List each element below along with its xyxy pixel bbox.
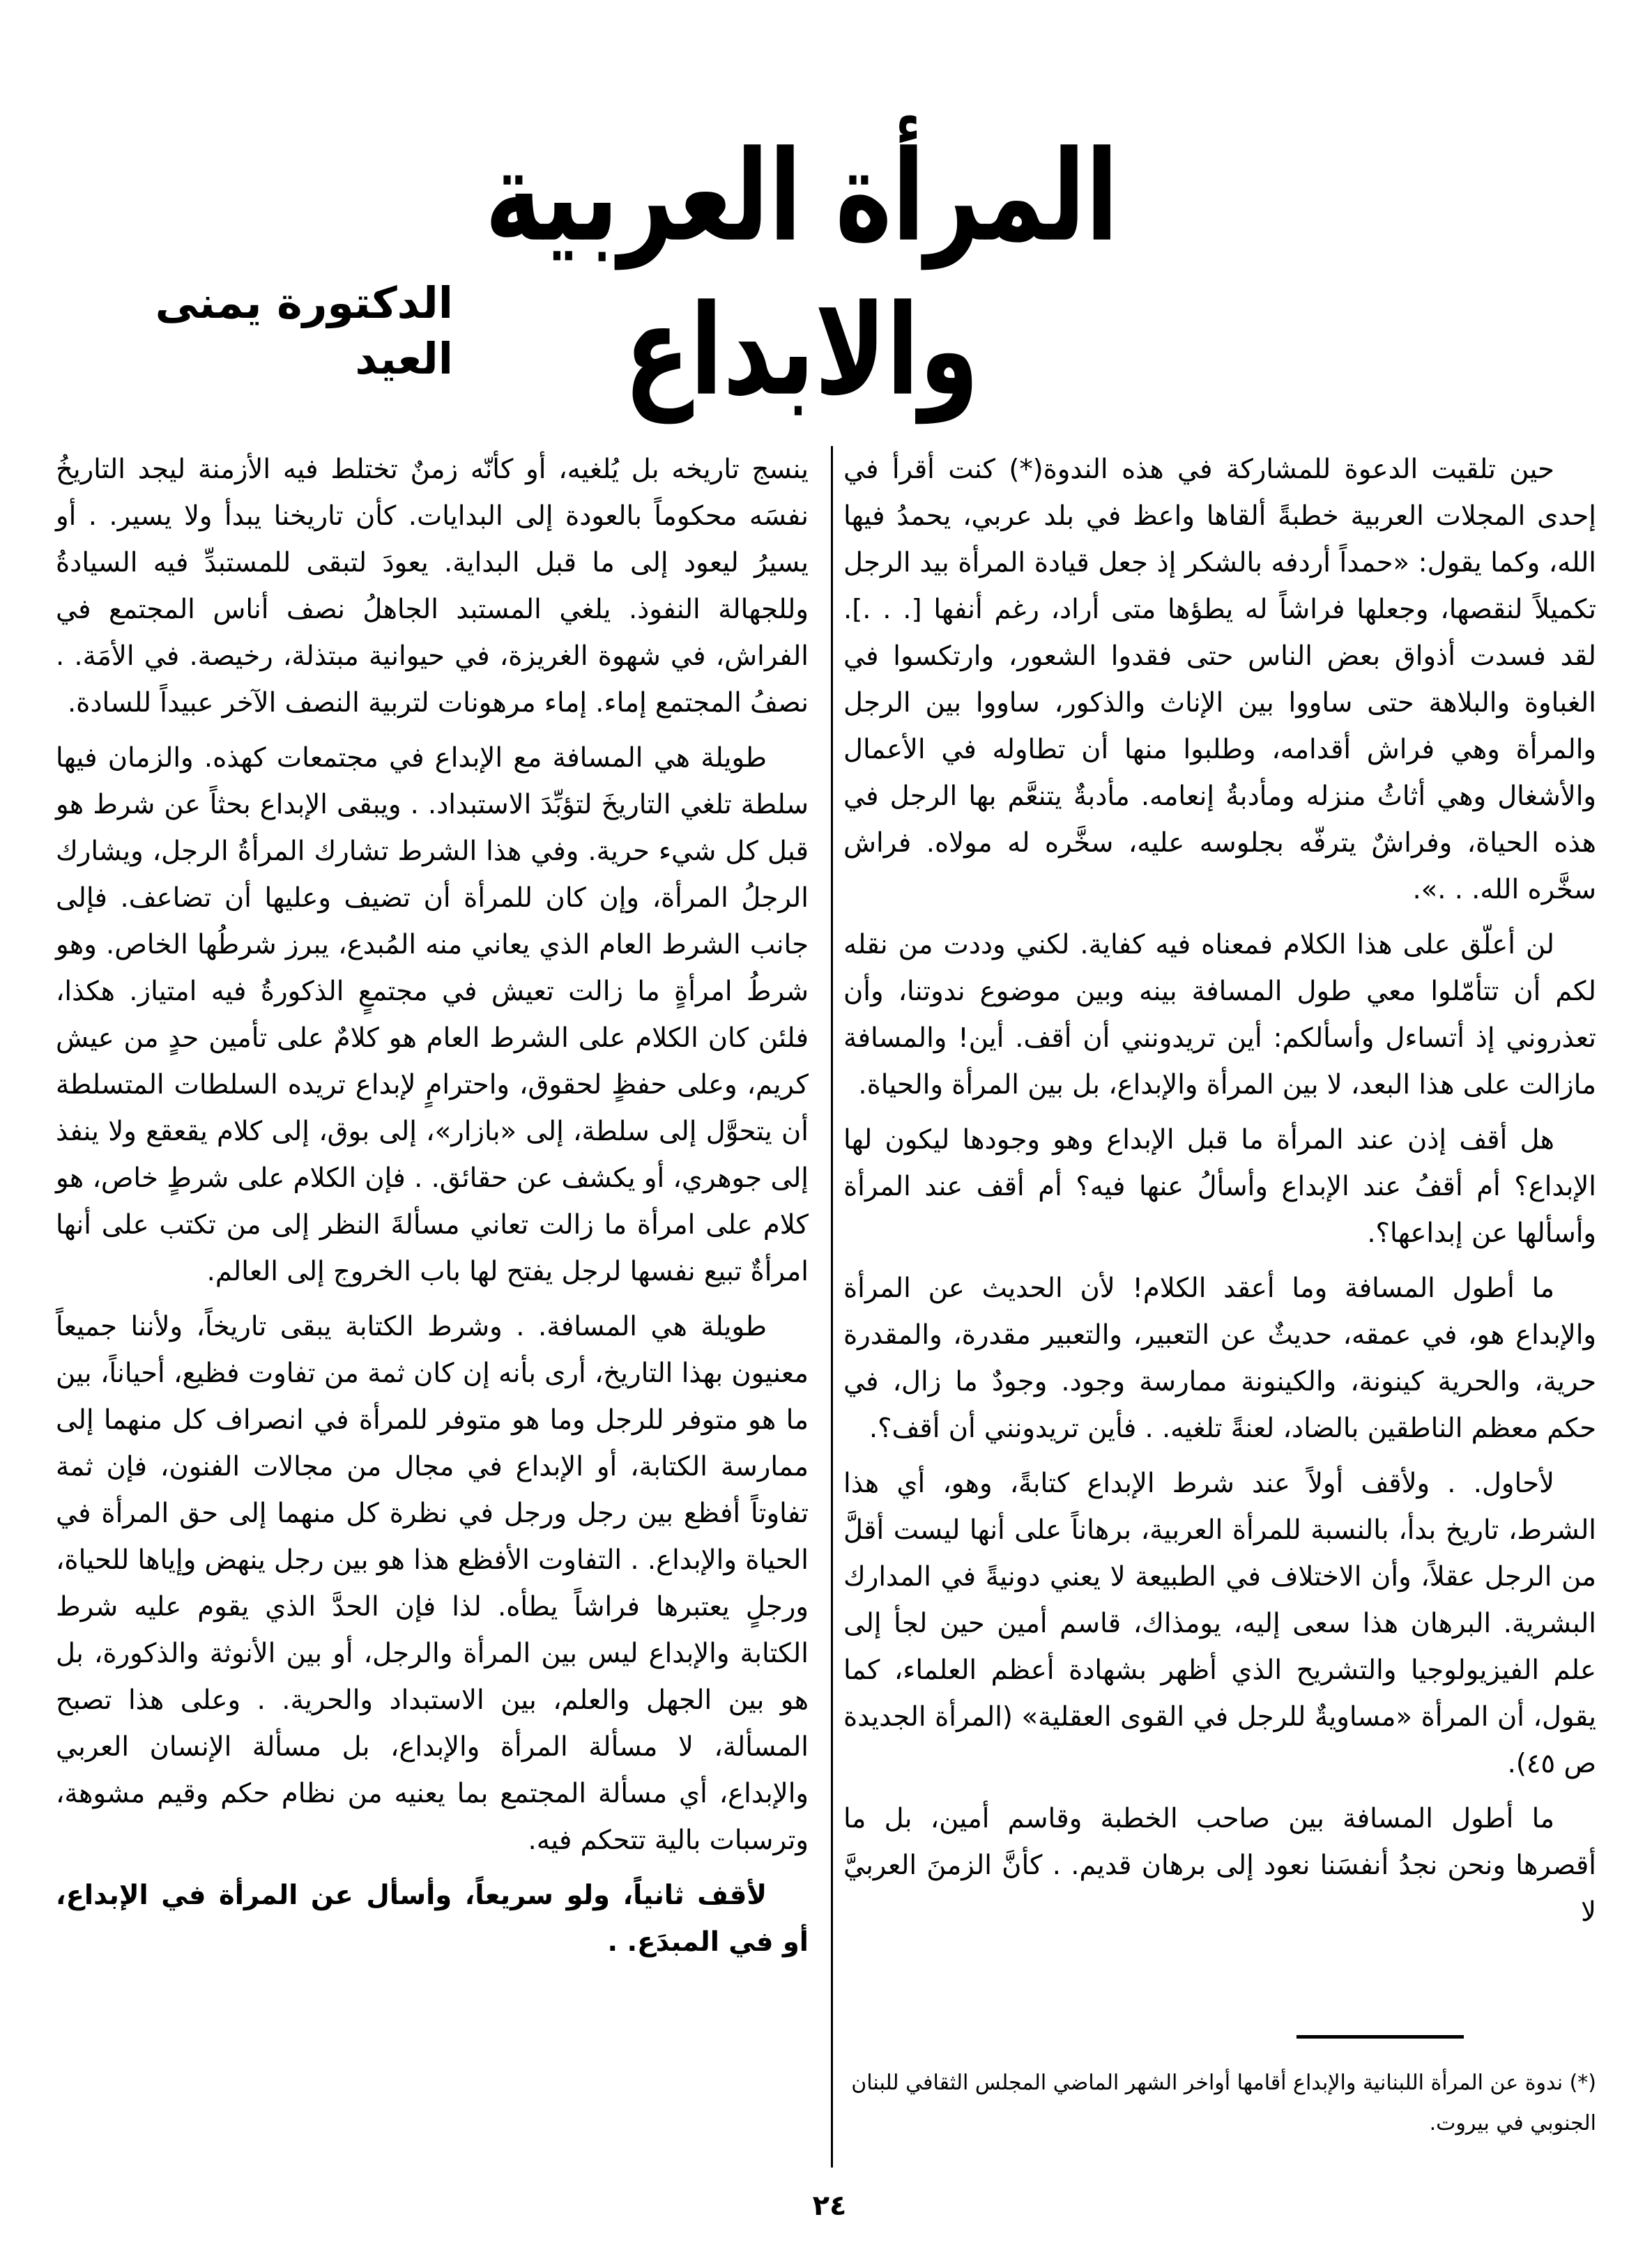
text-column-right: [843, 446, 1596, 1944]
paragraph: ما أطول المسافة بين صاحب الخطبة وقاسم أمين، بل ما أقصرها ونحن نجدُ أنفسَنا نعود إلى برهان قديم. . كأنَّ الزمنَ العربيَّ لا: [843, 1803, 1596, 1928]
paragraph: طويلة هي المسافة مع الإبداع في مجتمعات كهذه. والزمان فيها سلطة تلغي التاريخَ لتؤبِّدَ الاستبداد. . ويبقى الإبداع بحثاً عن شرط هو قبل كل شيء حرية. وفي هذا الشرط تشارك المرأةُ الرجل، ويشارك الرجلُ المرأة، وإن كان للمرأة أن تضيف وعليها أن تضاعف. فإلى جانب الشرط العام الذي يعاني منه المُبدع، يبرز شرطُها الخاص. وهو شرطُ امرأةٍ ما زالت تعيش في مجتمعٍ الذكورةُ فيه امتياز. هكذا، فلئن كان الكلام على الشرط العام هو كلامٌ على تأمين حدٍ من عيش كريم، وعلى حفظٍ لحقوق، واحترامٍ لإبداع تريده السلطات المتسلطة أن يتحوَّل إلى سلطة، إلى «بازار»، إلى بوق، إلى كلام يقعقع ولا ينفذ إلى جوهري، أو يكشف عن حقائق. . فإن الكلام على شرطٍ خاص، هو كلام على امرأة ما زالت تعاني مسألةَ النظر إلى من تكتب على أنها امرأةٌ تبيع نفسها لرجل يفتح لها باب الخروج إلى العالم.: [56, 742, 809, 1287]
paragraph: ما أطول المسافة وما أعقد الكلام! لأن الحديث عن المرأة والإبداع هو، في عمقه، حديثٌ عن التعبير، والتعبير مقدرة، والمقدرة حرية، والحرية كينونة، والكينونة ممارسة وجود. وجودٌ ما زال، في حكم معظم الناطقين بالضاد، لعنةً تلغيه. . فأين تريدونني أن أقف؟.: [843, 1273, 1596, 1444]
paragraph: ينسج تاريخه بل يُلغيه، أو كأنّه زمنٌ تختلط فيه الأزمنة ليجد التاريخُ نفسَه محكوماً بالعودة إلى البدايات. كأن تاريخنا يبدأ ولا يسير. . أو يسيرُ ليعود إلى ما قبل البداية. يعودَ لتبقى للمستبدِّ فيه السيادةُ وللجهالة النفوذ. يلغي المستبد الجاهلُ نصف أناس المجتمع في الفراش، في شهوة الغريزة، في حيوانية مبتذلة، رخيصة. في الأمَة. . نصفُ المجتمع إماء. إماء مرهونات لتربية النصف الآخر عبيداً للسادة.: [56, 454, 809, 719]
footnote: (*) ندوة عن المرأة اللبنانية والإبداع أقامها أواخر الشهر الماضي المجلس الثقافي للبنان الجنوبي في بيروت.: [851, 2071, 1596, 2135]
paragraph: هل أقف إذن عند المرأة ما قبل الإبداع وهو وجودها ليكون لها الإبداع؟ أم أقفُ عند الإبداع وأسألُ عنها فيه؟ أم أقف عند المرأة وأسألها عن إبداعها؟.: [843, 1124, 1596, 1249]
author-byline: الدكتورة يمنى العيد: [155, 277, 453, 384]
column-divider: [831, 446, 833, 2168]
footnote-separator: [1297, 2035, 1464, 2039]
paragraph: حين تلقيت الدعوة للمشاركة في هذه الندوة(*) كنت أقرأ في إحدى المجلات العربية خطبةً ألقاها واعظ في بلد عربي، يحمدُ فيها الله، وكما يقول: «حمداً أردفه بالشكر إذ جعل قيادة المرأة بيد الرجل تكميلاً لنقصها، وجعلها فراشاً له يطؤها متى أراد، رغم أنفها [. . .]. لقد فسدت أذواق بعض الناس حتى فقدوا الشعور، وارتكسوا في الغباوة والبلاهة حتى ساووا بين الإناث والذكور، ساووا بين الرجل والمرأة وهي فراش أقدامه، وطلبوا منها أن تطاوله في الأعمال والأشغال وهي أثاثُ منزله ومأدبةُ إنعامه. مأدبةٌ يتنعَّم بها الرجل في هذه الحياة، وفراشٌ يترفّه بجلوسه عليه، سخَّره له مولاه. فراش سخَّره الله. . .».: [843, 454, 1596, 905]
paragraph-bold: لأقف ثانياً، ولو سريعاً، وأسأل عن المرأة في الإبداع، أو في المبدَع. .: [56, 1880, 809, 1958]
paragraph: لن أعلّق على هذا الكلام فمعناه فيه كفاية. لكني وددت من نقله لكم أن تتأمّلوا معي طول المسافة بينه وبين موضوع ندوتنا، وأن تعذروني إذ أتساءل وأسألكم: أين تريدونني أن أقف. أين! والمسافة مازالت على هذا البعد، لا بين المرأة والإبداع، بل بين المرأة والحياة.: [843, 929, 1596, 1100]
paragraph: لأحاول. . ولأقف أولاً عند شرط الإبداع كتابةً، وهو، أي هذا الشرط، تاريخ بدأ، بالنسبة للمرأة العربية، برهاناً على أنها ليست أقلَّ من الرجل عقلاً، وأن الاختلاف في الطبيعة لا يعني دونيةً في المدارك البشرية. البرهان هذا سعى إليه، يومذاك، قاسم أمين حين لجأ إلى علم الفيزيولوجيا والتشريح الذي أظهر بشهادة أعظم العلماء، كما يقول، أن المرأة «مساويةٌ للرجل في القوى العقلية» (المرأة الجديدة ص ٤٥).: [843, 1468, 1596, 1779]
article-title: المرأة العربية والابداع: [484, 123, 1119, 424]
page-number: ٢٤: [812, 2190, 847, 2222]
paragraph: طويلة هي المسافة. . وشرط الكتابة يبقى تاريخاً، ولأننا جميعاً معنيون بهذا التاريخ، أرى بأنه إن كان ثمة من تفاوت فظيع، أحياناً، بين ما هو متوفر للرجل وما هو متوفر للمرأة في انصراف كل منهما إلى ممارسة الكتابة، أو الإبداع في مجال من مجالات الفنون، فإن ثمة تفاوتاً أفظع بين رجل ورجل في نظرة كل منهما إلى حق المرأة في الحياة والإبداع. . التفاوت الأفظع هذا هو بين رجل ينهض وإياها للحياة، ورجلٍ يعتبرها فراشاً يطأه. لذا فإن الحدَّ الذي يقوم عليه شرط الكتابة والإبداع ليس بين المرأة والرجل، أو بين الأنوثة والذكورة، بل هو بين الجهل والعلم، بين الاستبداد والحرية. . وعلى هذا تصبح المسألة، لا مسألة المرأة والإبداع، بل مسألة الإنسان العربي والإبداع، أي مسألة المجتمع بما يعنيه من نظام حكم وقيم مشوهة، وترسبات بالية تتحكم فيه.: [56, 1311, 809, 1856]
text-column-left: [56, 446, 809, 1974]
